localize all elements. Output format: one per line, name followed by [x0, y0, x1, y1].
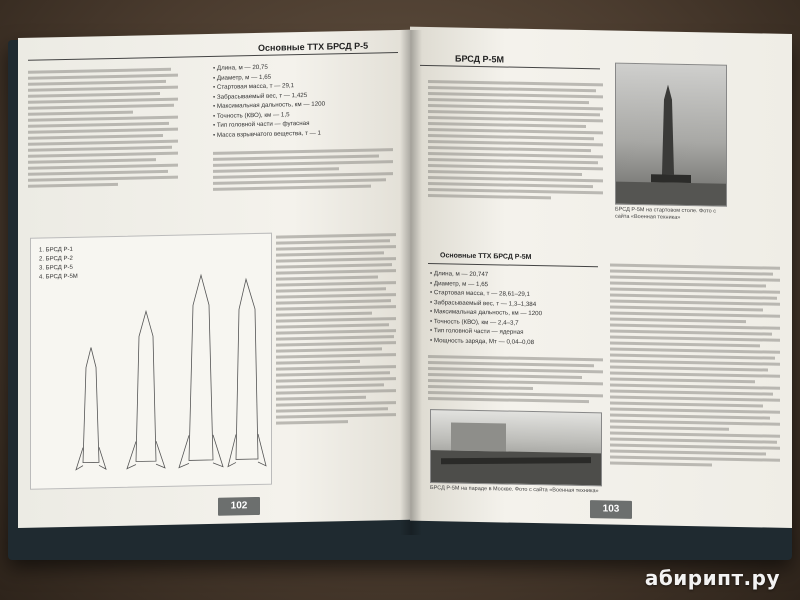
- spec-item: • Забрасываемый вес, т — 1,3–1,384: [430, 298, 542, 310]
- rocket-r1-drawing: [76, 347, 106, 470]
- rocket-r2-drawing: [127, 311, 165, 469]
- photo-parade: [430, 409, 602, 486]
- spec-item: • Тип головной части — ядерная: [430, 326, 542, 338]
- photo-caption-bottom: БРСД Р-5М на параде в Москве. Фото с сайта «Военная техника»: [430, 485, 599, 495]
- rocket-r5m-drawing: [228, 279, 266, 467]
- legend-item: 4. БРСД Р-5М: [39, 273, 78, 281]
- spec-item: • Максимальная дальность, км — 1200: [213, 100, 325, 112]
- spec-item: • Масса взрывчатого вещества, т — 1: [213, 128, 325, 140]
- left-text-column-right: [213, 145, 393, 194]
- left-text-column-lower: [276, 230, 396, 428]
- spec-item: • Длина, м — 20,747: [430, 269, 542, 281]
- spec-item: • Длина, м — 20,75: [213, 62, 325, 74]
- left-text-column-top: [28, 65, 178, 191]
- right-text-column-middle: [428, 352, 603, 406]
- spec-item: • Точность (КВО), км — 2,4–3,7: [430, 317, 542, 329]
- rocket-drawings: [31, 234, 271, 489]
- right-page-header: БРСД Р-5М: [455, 53, 505, 65]
- specs-title: Основные ТТХ БРСД Р-5М: [440, 252, 532, 261]
- rocket-r5-drawing: [179, 275, 223, 468]
- right-page: [410, 27, 792, 528]
- spec-item: • Стартовая масса, т — 28,61–29,1: [430, 288, 542, 300]
- spec-item: • Мощность заряда, Мт — 0,04–0,08: [430, 336, 542, 348]
- page-number-badge: 102: [218, 497, 260, 516]
- spec-item: • Точность (КВО), км — 1,5: [213, 109, 325, 121]
- right-specs-list: [430, 269, 542, 347]
- photo-rocket-on-launch-pad: [615, 63, 727, 207]
- parade-scene: [431, 410, 601, 485]
- spec-item: • Максимальная дальность, км — 1200: [430, 307, 542, 319]
- watermark: абирипт.ру: [644, 566, 780, 590]
- book-spine-shadow: [400, 30, 422, 535]
- left-page: [18, 30, 410, 528]
- left-page-header: Основные ТТХ БРСД Р-5: [258, 40, 369, 53]
- legend-item: 1. БРСД Р-1: [39, 246, 73, 254]
- page-number-badge: 103: [590, 500, 632, 519]
- left-specs-list: [213, 62, 325, 140]
- photo-caption-top: БРСД Р-5М на стартовом столе. Фото с сайта «Военная техника»: [615, 206, 716, 221]
- spec-item: • Тип головной части — фугасная: [213, 119, 325, 131]
- rocket-silhouette: [616, 64, 726, 206]
- legend-item: 3. БРСД Р-5: [39, 264, 73, 272]
- specs-rule: [428, 263, 598, 267]
- header-rule: [420, 65, 600, 69]
- spec-item: • Стартовая масса, т — 29,1: [213, 81, 325, 93]
- spec-item: • Диаметр, м — 1,65: [213, 71, 325, 83]
- legend-item: 2. БРСД Р-2: [39, 255, 73, 263]
- header-rule: [28, 52, 398, 61]
- rocket-diagram: [30, 233, 272, 490]
- right-text-column-top: [428, 77, 603, 203]
- right-text-column-lower: [610, 261, 780, 471]
- spec-item: • Забрасываемый вес, т — 1,425: [213, 90, 325, 102]
- spec-item: • Диаметр, м — 1,65: [430, 279, 542, 291]
